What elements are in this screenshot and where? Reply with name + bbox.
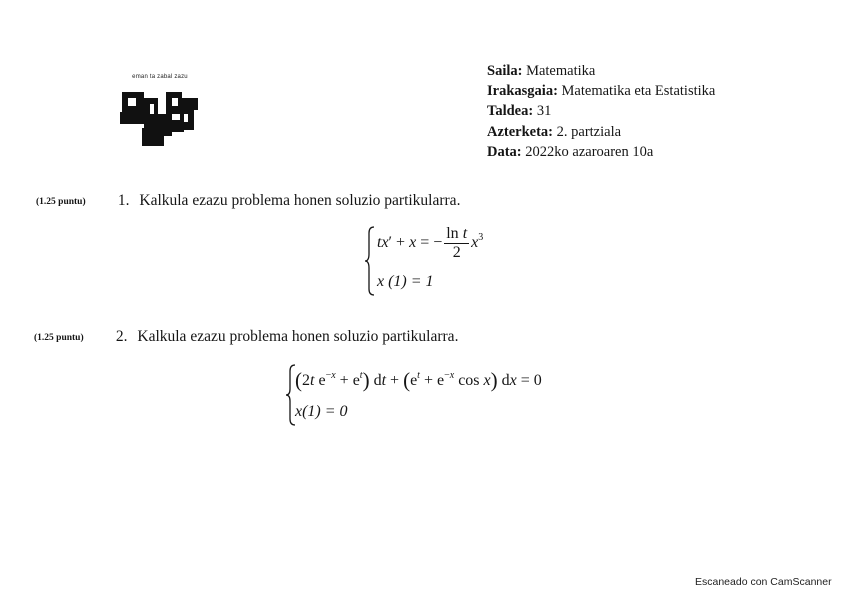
university-logo (118, 74, 202, 148)
header-row-taldea (487, 101, 715, 121)
data-label: Data: (487, 143, 522, 160)
problem-1-number: 1. (117, 192, 130, 209)
azterketa-label: Azterketa: (487, 123, 554, 140)
problem-1-points: (1.25 puntu) (36, 197, 86, 207)
header-row-irakasgaia (487, 81, 715, 101)
logo-emblem-icon (120, 88, 200, 148)
saila-label: Saila: (487, 63, 523, 79)
irakasgaia-label: Irakasgaia: (487, 83, 558, 100)
problem-2-equation (295, 368, 542, 393)
problem-2-text: Kalkula ezazu problema honen soluzio partikularra. (137, 328, 459, 345)
problem-2-heading (34, 328, 458, 346)
problem-2-number: 2. (115, 328, 128, 345)
taldea-value: 31 (536, 103, 552, 120)
problem-1-text: Kalkula ezazu problema honen soluzio partikularra. (139, 192, 461, 209)
problem-2-condition: x(1) = 0 (295, 403, 348, 420)
header-row-saila (487, 61, 715, 81)
problem-1-condition: x (1) = 1 (377, 273, 434, 290)
problem-2-ode: (2t $e^{-x} + e^t$) dt + ($e^t + e^{-x}$ cos x) dx = 0 (295, 368, 542, 392)
azterketa-value: 2. partziala (556, 123, 622, 140)
problem-2-points: (1.25 puntu) (34, 333, 84, 343)
problem-1-brace (364, 226, 376, 296)
exam-header (487, 61, 715, 162)
data-value: 2022ko azaroaren 10a (525, 143, 654, 160)
problem-1-heading (36, 192, 460, 210)
problem-1-ode: tx′ + x = − $\frac{\text{ln t}}{2}$ $x^3$ (377, 225, 484, 261)
header-row-data (487, 142, 715, 162)
problem-1-equation (377, 225, 483, 262)
saila-value: Matematika (526, 63, 596, 79)
irakasgaia-value: Matematika eta Estatistika (561, 83, 716, 100)
taldea-label: Taldea: (487, 103, 534, 120)
scanner-watermark: Escaneado con CamScanner (695, 576, 832, 588)
logo-motto: eman ta zabal zazu (132, 74, 188, 80)
header-row-azterketa (487, 122, 715, 142)
